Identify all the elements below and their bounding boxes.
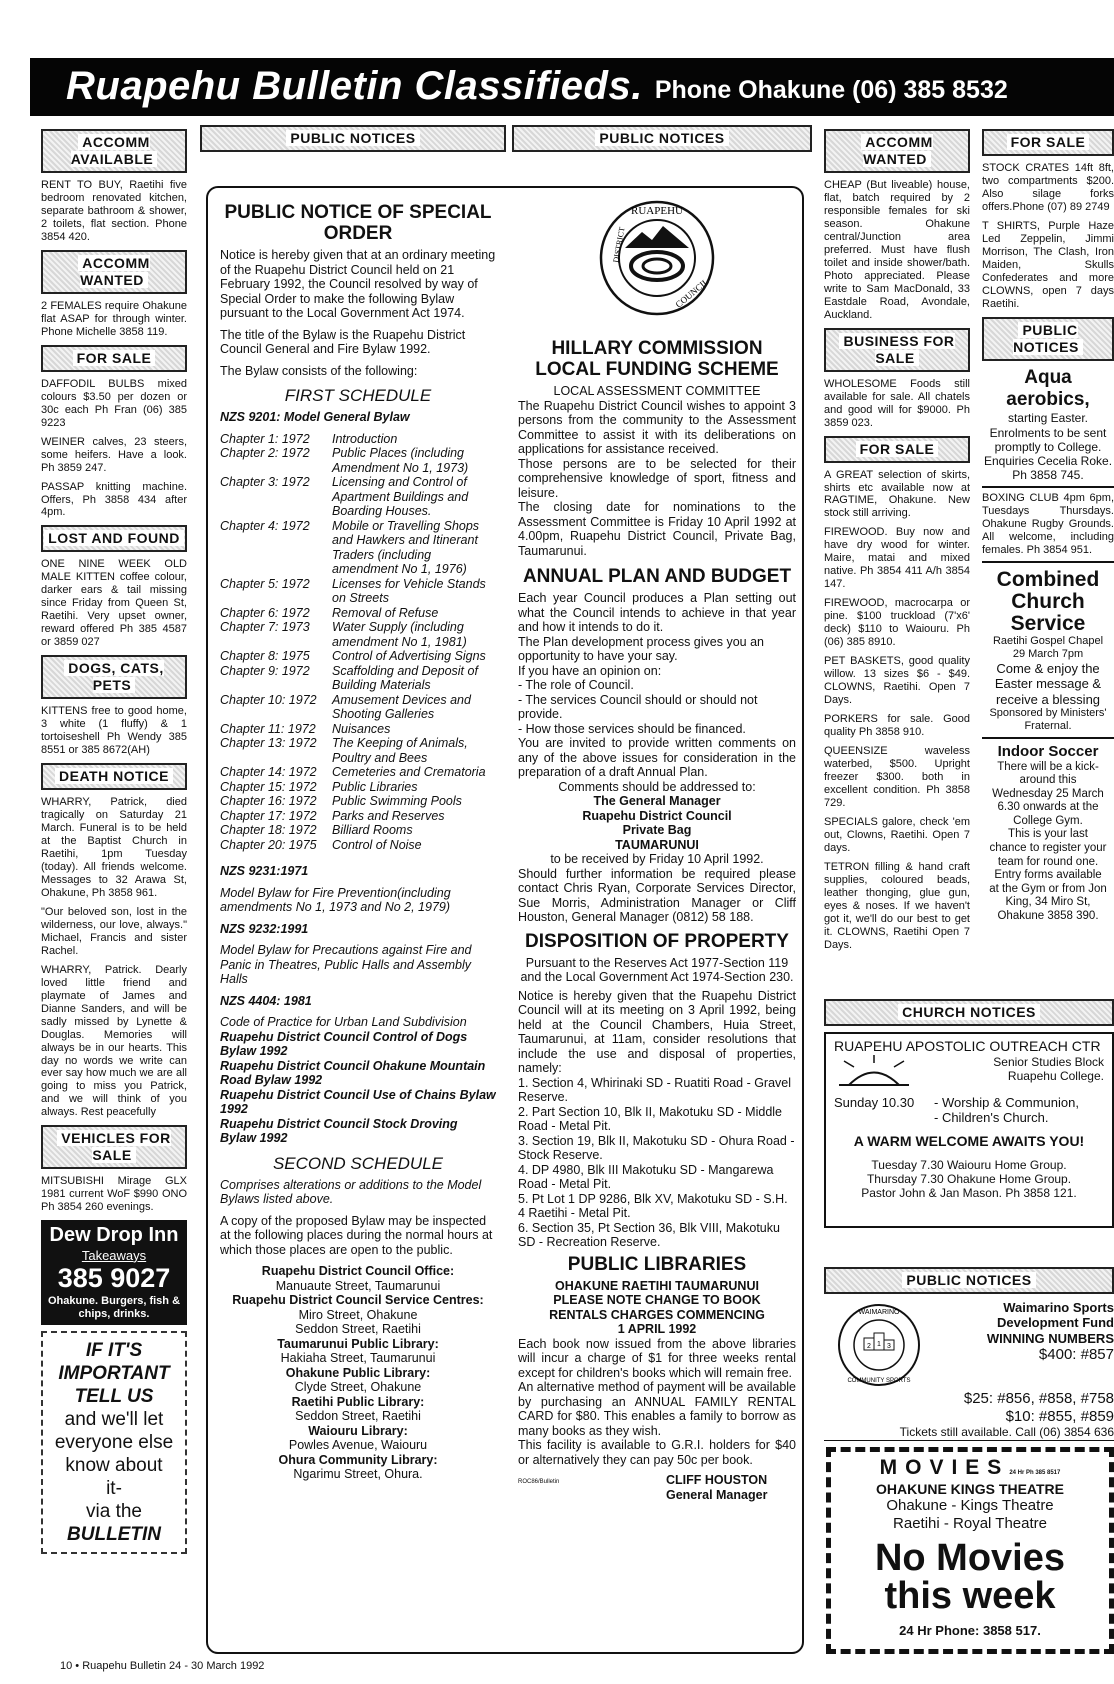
sports-fund-ad — [824, 1300, 1114, 1390]
nzs-title: NZS 9201: Model General Bylaw — [220, 410, 410, 425]
notice-paragraph: to be received by Friday 10 April 1992. — [550, 852, 764, 866]
dewdrop-phone: 385 9027 — [57, 1263, 171, 1294]
chapter-row: Chapter 3: 1972 Licensing and Control of Apartment Buildings and Boarding Houses. — [220, 475, 469, 519]
property-item: 4. DP 4980, Blk III Makotuku SD - Mangarewa Road - Metal Pit. — [518, 1162, 774, 1191]
notice-paragraph: - How those services should be financed. — [518, 721, 746, 736]
place-heading: Ruapehu District Council Service Centres: — [232, 1293, 484, 1308]
classified-ad: DAFFODIL BULBS mixed colours $3.50 per dozen or 30c each Ph Fran (06) 385 9223 — [41, 377, 187, 429]
notice-paragraph: Notice is hereby given that the Ruapehu District Council will at its meeting on 3 April 1992, being held at the Council Chambers, Huia Street, Taumarunui, at 11am, consider resolutions that include the use and disposal of properties, namely: — [518, 988, 796, 1075]
chapter-row: Chapter 17: 1972 Parks and Reserves — [220, 808, 445, 823]
section-header: PUBLIC NOTICES — [512, 125, 812, 152]
notice-paragraph: The Plan development process gives you an opportunity to have your say. — [518, 634, 764, 663]
notice-paragraph: A copy of the proposed Bylaw may be inspected at the following places during the normal hours at which those places are open to the public. — [220, 1213, 493, 1257]
combined-church-ad — [982, 569, 1114, 739]
movies-ad — [826, 1447, 1114, 1654]
aqua-ad — [982, 367, 1114, 489]
chapter-row: Chapter 2: 1972 Public Places (including Amendment No 1, 1973) — [220, 446, 469, 475]
column-4 — [824, 125, 970, 985]
code-item: Ruapehu District Council Stock Droving Bylaw 1992 — [220, 1116, 458, 1146]
section-header: PUBLIC NOTICES — [982, 317, 1114, 361]
chapter-row: Chapter 16: 1972 Public Swimming Pools — [220, 794, 462, 809]
important-line: BULLETIN — [67, 1523, 161, 1545]
movies-phone: 24 Hr Phone: 3858 517. — [899, 1622, 1041, 1638]
church-sunrise-icon — [834, 1055, 914, 1091]
dewdrop-tag: Ohakune. Burgers, fish & chips, drinks. — [47, 1295, 181, 1320]
council-seal-icon — [597, 198, 717, 318]
section-header: VEHICLES FOR SALE — [41, 1125, 187, 1169]
place-heading: Ohakune Public Library: — [285, 1365, 431, 1380]
svg-text:3: 3 — [887, 1343, 891, 1350]
notice-paragraph: Each year Council produces a Plan setting out what the Council intends to achieve in that year and how it intends to do it. — [518, 591, 796, 634]
code-list — [220, 1015, 496, 1146]
section-header: FOR SALE — [824, 436, 970, 463]
chapter-row: Chapter 13: 1972 The Keeping of Animals, Poultry and Bees — [220, 736, 468, 765]
chapter-row: Chapter 10: 1972 Amusement Devices and Shooting Galleries — [220, 692, 471, 722]
section-header: ACCOMM AVAILABLE — [41, 129, 187, 173]
soccer-line: chance to register your — [989, 842, 1107, 855]
lower-public-notices — [824, 1263, 1114, 1443]
important-line: know about — [65, 1454, 163, 1476]
property-item: 6. Section 35, Pt Section 36, Blk VIII, Makotuku SD - Recreation Reserve. — [518, 1220, 780, 1249]
movies-title: MOVIES24 Hr Ph 385 8517 — [879, 1456, 1061, 1479]
movies-big: No Movies — [874, 1536, 1066, 1579]
movies-line: Ohakune - Kings Theatre — [886, 1497, 1054, 1515]
soccer-line: Wednesday 25 March — [992, 787, 1104, 800]
library-subtitle: PLEASE NOTE CHANGE TO BOOK — [553, 1293, 761, 1307]
church-line: Come & enjoy the Easter message & receive a blessing — [994, 661, 1102, 707]
section-header: PUBLIC NOTICES — [824, 1267, 1114, 1294]
address-lead: Comments should be addressed to: — [558, 779, 756, 794]
soccer-ad — [982, 743, 1114, 923]
chapter-row: Chapter 4: 1972 Mobile or Travelling Shops and Hawkers and Itinerant Traders (including amendment No 1, 1976) — [220, 518, 480, 577]
chapter-row: Chapter 5: 1972 Licenses for Vehicle Stands on Streets — [220, 576, 486, 606]
important-line: everyone else — [54, 1431, 174, 1453]
church-sunday: Sunday 10.30 - Worship & Communion, - Children's Church. — [834, 1094, 1079, 1125]
notice-paragraph: Each book now issued from the above libraries will incur a charge of $1 for three weeks rental except for children's books which will remain free. — [518, 1336, 796, 1380]
masthead-phone: Phone Ohakune (06) 385 8532 — [654, 76, 1008, 105]
property-item: 2. Part Section 10, Blk II, Makotuku SD - Middle Road - Metal Pit. — [518, 1104, 783, 1133]
svg-text:2: 2 — [867, 1343, 871, 1350]
chapter-row: Chapter 14: 1972 Cemeteries and Crematoria — [220, 765, 486, 780]
logo-text-left: DISTRICT — [611, 226, 627, 264]
classified-ad: WHARRY, Patrick. Dearly loved little friend and playmate of James and Dianne Sanders, and will be sadly missed by Lynette & Douglas. Memories will always be in our hearts. This day no words we write can ever say how much we are all going to miss you Patrick, and we will think of you always. Rest peacefully — [41, 963, 187, 1119]
classified-ad: FIREWOOD, macrocarpa or pine. $100 truckload (7'x6' deck) $110 to Waiouru. Ph (06) 385 8910. — [824, 597, 970, 649]
signature-title: General Manager — [666, 1487, 768, 1502]
church-notices — [824, 995, 1114, 1245]
code-item: Code of Practice for Urban Land Subdivision — [220, 1015, 467, 1030]
church-line: 29 March 7pm — [1012, 648, 1084, 661]
column-1 — [41, 125, 187, 1655]
soccer-line: There will be a kick-around this — [997, 760, 1099, 787]
svg-text:WAIMARINO: WAIMARINO — [858, 1309, 900, 1316]
address-line: The General Manager — [593, 794, 721, 808]
section-header: FOR SALE — [982, 129, 1114, 156]
church-ad — [824, 1032, 1114, 1228]
classified-ad: "Our beloved son, lost in the wilderness, our love, always." Michael, Francis and sister Rachel. — [41, 905, 187, 957]
district-council-logo — [518, 198, 796, 338]
soccer-line: Entry forms available — [994, 869, 1102, 882]
nzs-title: NZS 4404: 1981 — [220, 993, 312, 1008]
chapter-row: Chapter 11: 1972 Nuisances — [220, 721, 391, 736]
classified-ad: WHARRY, Patrick, died tragically on Saturday 21 March. Funeral is to be held at the Baptist Church in Raetihi, 1pm Tuesday (today). All friends welcome. Messages to 32 Arawa St, Ohakune, Ph 3858 961. — [41, 796, 187, 899]
movies-big: this week — [884, 1574, 1056, 1617]
notice-paragraph: Comprises alterations or additions to the Model Bylaws listed above. — [220, 1177, 482, 1207]
dewdrop-name: Dew Drop Inn — [49, 1224, 179, 1247]
chapter-row: Chapter 8: 1975 Control of Advertising Signs — [220, 649, 486, 664]
svg-text:COMMUNITY SPORTS: COMMUNITY SPORTS — [847, 1378, 911, 1384]
classified-ad: QUEENSIZE waveless waterbed, $500. Upright freezer $300. both in excellent condition. Ph 3858 729. — [824, 744, 970, 809]
soccer-title: Indoor Soccer — [997, 742, 1099, 760]
church-loc: Senior Studies Block Ruapehu College. — [993, 1054, 1104, 1083]
chapter-row: Chapter 18: 1972 Billiard Rooms — [220, 823, 413, 838]
place-address: Seddon Street, Raetihi — [295, 1409, 421, 1424]
svg-text:1: 1 — [877, 1341, 881, 1348]
chapter-row: Chapter 20: 1975 Control of Noise — [220, 837, 422, 852]
column-3 — [518, 198, 796, 1638]
place-address: Clyde Street, Ohakune — [294, 1380, 422, 1395]
classified-ad: WHOLESOME Foods still available for sale. All chatels and good will for $9000. Ph 3859 023. — [824, 377, 970, 429]
important-line: TELL US — [74, 1385, 154, 1407]
church-ad-location — [834, 1055, 1104, 1091]
address-line: Ruapehu District Council — [582, 808, 732, 823]
property-item: 3. Section 19, Blk II, Makotuku SD - Ohura Road - Stock Reserve. — [518, 1133, 795, 1162]
place-address: Manuaute Street, Taumarunui — [275, 1278, 441, 1293]
soccer-line: 6.30 onwards at the — [997, 801, 1099, 814]
aqua-line: Enquiries Cecelia Roke. Ph 3858 745. — [983, 453, 1113, 483]
classified-ad: PASSAP knitting machine. Offers, Ph 3858 434 after 4pm. — [41, 480, 187, 519]
section-header: BUSINESS FOR SALE — [824, 328, 970, 372]
classified-ad: 2 FEMALES require Ohakune flat ASAP for through winter. Phone Michelle 3858 119. — [41, 299, 187, 338]
section-header: DOGS, CATS, PETS — [41, 655, 187, 699]
classified-ad: TETRON filling & hand craft supplies, coloured beads, leather thonging, glue gun, eyes & noses. If we haven't got it, we'll do our best to get it. CLOWNS, Raetihi Open 7 Days. — [824, 860, 970, 951]
code-item: Ruapehu District Council Control of Dogs Bylaw 1992 — [220, 1029, 468, 1059]
place-address: Powles Avenue, Waiouru — [288, 1438, 428, 1453]
dewdrop-sub: Takeaways — [81, 1247, 147, 1263]
sports-tickets: Tickets still available. Call (06) 3854 636 — [824, 1425, 1114, 1440]
notice-paragraph: The closing date for nominations to the Assessment Committee is Friday 10 April 1992 at 4.00pm, Ruapehu District Council, Private Bag, Taumarunui. — [518, 500, 796, 558]
notice-paragraph: Those persons are to be selected for their comprehensive knowledge of sport, fitness and leisure. — [518, 456, 796, 500]
classified-ad: WEINER calves, 23 steers, some heifers. Have a look. Ph 3859 247. — [41, 435, 187, 474]
place-heading: Ruapehu District Council Office: — [261, 1264, 455, 1279]
signature — [666, 1473, 796, 1502]
page-footer: 10 • Ruapehu Bulletin 24 - 30 March 1992 — [60, 1660, 265, 1672]
aqua-line: starting Easter. — [1007, 411, 1089, 426]
classified-ad: STOCK CRATES 14ft 8ft, two compartments $200. Also silage forks offers.Phone (07) 89 2749 — [982, 162, 1114, 213]
place-address: Seddon Street, Raetihi — [295, 1322, 421, 1337]
notice-paragraph: You are invited to provide written comments on any of the above issues for consideration in the preparation of a draft Annual Plan. — [518, 736, 796, 779]
boxing-ad: BOXING CLUB 4pm 6pm, Tuesdays Thursdays. Ohakune Rugby Grounds. All welcome, including females. Ph 3854 951. — [982, 492, 1114, 563]
important-line: IF IT'S — [85, 1339, 143, 1361]
nzs-desc: Model Bylaw for Fire Prevention(including amendments No 1, 1973 and No 2, 1979) — [220, 885, 451, 915]
masthead-title: Ruapehu Bulletin Classifieds. — [66, 64, 643, 109]
section-header: PUBLIC NOTICES — [200, 125, 506, 152]
chapter-row: Chapter 7: 1973 Water Supply (including amendment No 1, 1981) — [220, 620, 467, 649]
chapter-list — [220, 432, 496, 853]
classified-ad: CHEAP (But liveable) house, flat, batch required by 2 responsible females for ski season. Ohakune central/Junction area preferred. Must have flush toilet and inside shower/bath. Photo appreciated. Please write to Sam MacDonald, 33 Eastdale Road, Avondale, Auckland. — [824, 179, 970, 321]
library-subtitle: OHAKUNE RAETIHI TAUMARUNUI — [555, 1278, 759, 1293]
movies-line: Raetihi - Royal Theatre — [893, 1514, 1047, 1532]
important-line: IMPORTANT — [58, 1362, 170, 1384]
chapter-row: Chapter 15: 1972 Public Libraries — [220, 779, 418, 794]
classified-ad: ONE NINE WEEK OLD MALE KITTEN coffee colour, darker ears & tail missing since Friday from Queen St, Raetihi. Very upset owner, reward offered Ph 385 4587 or 3859 027 — [41, 558, 187, 649]
notice-paragraph: The Bylaw consists of the following: — [220, 363, 418, 378]
sports-numbers: $25: #856, #858, #758 $10: #855, #859 — [963, 1390, 1114, 1425]
property-item: 1. Section 4, Whirinaki SD - Ruatiti Road - Gravel Reserve. — [518, 1075, 792, 1104]
important-line: it- — [106, 1477, 122, 1499]
notice-paragraph: - The role of Council. — [518, 678, 634, 692]
code-item: Ruapehu District Council Use of Chains Bylaw 1992 — [220, 1087, 496, 1117]
classified-ad: FIREWOOD. Buy now and have dry wood for winter. Maire, matai and mixed native. Ph 3854 411 A/h 3854 147. — [824, 526, 970, 591]
code-item: Ruapehu District Council Ohakune Mountain Road Bylaw 1992 — [220, 1058, 486, 1088]
important-line: via the — [86, 1500, 142, 1522]
property-item: 5. Pt Lot 1 DP 9286, Blk XV, Makotuku SD - S.H. 4 Raetihi - Metal Pit. — [518, 1191, 788, 1220]
chapter-row: Chapter 1: 1972 Introduction — [220, 431, 398, 446]
soccer-line: College Gym. — [1013, 814, 1083, 827]
notice-paragraph: Notice is hereby given that at an ordinary meeting of the Ruapehu District Council held on 21 February 1992, the Council resolved by way of Special Order to make the following Bylaw pursuant to the Local Government Act 1974. — [220, 248, 496, 320]
nzs-title: NZS 9232:1991 — [220, 921, 309, 936]
place-heading: Taumarunui Public Library: — [277, 1336, 439, 1351]
notice-title: PUBLIC NOTICE OF SPECIAL ORDER — [224, 202, 492, 244]
address-line: TAUMARUNUI — [615, 837, 699, 852]
section-header: FOR SALE — [41, 345, 187, 372]
notice-paragraph: The Ruapehu District Council wishes to appoint 3 persons from the community to the Assessment Committee to assist it with its deliberations on applications for assistance received. — [518, 398, 796, 456]
notice-paragraph: - The services Council should or should not provide. — [518, 692, 758, 721]
places-list — [220, 1264, 496, 1482]
notice-paragraph: Should further information be required please contact Chris Ryan, Corporate Services Director, Sue Morris, Administration Manager or Cliff Houston, General Manager (0812) 58 188. — [518, 866, 796, 924]
notice-paragraph: The title of the Bylaw is the Ruapehu District Council General and Fire Bylaw 1992. — [220, 327, 466, 356]
column-2 — [220, 198, 496, 1638]
schedule-title: FIRST SCHEDULE — [284, 386, 432, 405]
place-heading: Waiouru Library: — [308, 1423, 408, 1438]
signature-block — [518, 1473, 796, 1502]
section-header: ACCOMM WANTED — [824, 129, 970, 173]
classified-ad: MITSUBISHI Mirage GLX 1981 current WoF $990 ONO Ph 3854 260 evenings. — [41, 1175, 187, 1214]
chapter-row: Chapter 6: 1972 Removal of Refuse — [220, 605, 439, 620]
church-welcome: A WARM WELCOME AWAITS YOU! — [853, 1133, 1085, 1150]
place-address: Hakiaha Street, Taumarunui — [280, 1351, 436, 1366]
soccer-line: Ohakune 3858 390. — [997, 909, 1099, 922]
masthead — [30, 58, 1114, 116]
notice-paragraph: An alternative method of payment will be available by purchasing an ANNUAL FAMILY RENTAL CARD for $80. This enables a family to borrow as many books as they wish. — [518, 1380, 796, 1438]
classified-ad: RENT TO BUY, Raetihi five bedroom renovated kitchen, separate bathroom & shower, 2 toilets, flat section. Phone 3854 420. — [41, 179, 187, 243]
place-address: Ngarimu Street, Ohura. — [293, 1467, 423, 1482]
section-header: DEATH NOTICE — [41, 763, 187, 790]
section-header: CHURCH NOTICES — [824, 999, 1114, 1026]
sports-logo-icon — [824, 1300, 934, 1390]
aqua-line: Enrolments to be sent promptly to College. — [989, 425, 1107, 454]
section-header: ACCOMM WANTED — [41, 250, 187, 294]
notice-subtitle: LOCAL ASSESSMENT COMMITTEE — [553, 384, 761, 398]
sports-fund-title: Waimarino Sports Development Fund WINNING NUMBERS $400: #857 — [986, 1300, 1114, 1363]
signature-name: CLIFF HOUSTON — [666, 1473, 768, 1487]
classified-ad: PET BASKETS, good quality willow. 13 sizes $6 - $49. CLOWNS, Raetihi. Open 7 Days. — [824, 655, 970, 707]
notice-title: ANNUAL PLAN AND BUDGET — [522, 566, 792, 587]
library-subtitle: 1 APRIL 1992 — [617, 1322, 697, 1336]
nzs-title: NZS 9231:1971 — [220, 864, 309, 879]
library-subtitle: RENTALS CHARGES COMMENCING — [549, 1307, 765, 1322]
place-address: Miro Street, Ohakune — [298, 1307, 418, 1322]
logo-text-right: COUNCIL — [673, 276, 711, 310]
soccer-line: This is your last — [1008, 828, 1088, 841]
signature-code: ROC86/Bulletin — [518, 1479, 560, 1485]
notice-title: PUBLIC LIBRARIES — [567, 1253, 747, 1275]
schedule-title: SECOND SCHEDULE — [272, 1153, 444, 1173]
church-times: Tuesday 7.30 Waiouru Home Group. Thursday 7.30 Ohakune Home Group. Pastor John & Jan Mason. Ph 3858 121. — [861, 1157, 1077, 1200]
church-line: Raetihi Gospel Chapel — [992, 635, 1104, 648]
classified-ad: A GREAT selection of skirts, shirts etc available now at RAGTIME, Ohakune. New stock still arriving. — [824, 468, 970, 520]
address-line: Private Bag — [622, 823, 692, 837]
dewdrop-ad — [41, 1220, 187, 1325]
soccer-line: at the Gym or from Jon — [989, 882, 1107, 895]
classified-ad: T SHIRTS, Purple Haze Led Zeppelin, Jimmi Morrison, The Clash, Iron Maiden, Skulls Confederates and more CLOWNS, open 7 days Raetihi. — [982, 219, 1114, 310]
chapter-row: Chapter 9: 1972 Scaffolding and Deposit of Building Materials — [220, 663, 478, 693]
notice-paragraph: If you have an opinion on: — [518, 663, 662, 678]
soccer-line: King, 34 Miro St, — [1005, 896, 1091, 909]
logo-text-top: RUAPEHU — [631, 205, 683, 217]
place-heading: Raetihi Public Library: — [291, 1394, 425, 1409]
nzs-desc: Model Bylaw for Precautions against Fire and Panic in Theatres, Public Halls and Assembly Halls — [220, 943, 472, 987]
important-line: and we'll let — [64, 1408, 164, 1430]
important-ad — [41, 1331, 187, 1554]
place-heading: Ohura Community Library: — [278, 1452, 438, 1467]
soccer-line: team for round one. — [997, 855, 1099, 868]
column-5 — [982, 125, 1114, 985]
church-title: Combined Church Service — [996, 568, 1100, 636]
classified-ad: KITTENS free to good home, 3 white (1 fluffy) & 1 tortoiseshell Ph Wendy 385 8551 or 385 8672(AH) — [41, 705, 187, 757]
aqua-title: Aqua aerobics, — [1006, 366, 1090, 411]
church-ad-title: RUAPEHU APOSTOLIC OUTREACH CTR — [834, 1038, 1101, 1054]
movies-small-phone: 24 Hr Ph 385 8517 — [1009, 1470, 1061, 1476]
notice-title: DISPOSITION OF PROPERTY — [525, 930, 789, 952]
church-line: Sponsored by Ministers' Fraternal. — [989, 707, 1107, 732]
notice-paragraph: This facility is available to G.R.I. holders for $40 or alternatively they can pay 50c per book. — [518, 1438, 796, 1467]
notice-title: HILLARY COMMISSION LOCAL FUNDING SCHEME — [535, 338, 779, 380]
movies-theatre: OHAKUNE KINGS THEATRE — [876, 1480, 1064, 1497]
section-header: LOST AND FOUND — [41, 525, 187, 552]
classified-ad: PORKERS for sale. Good quality Ph 3858 910. — [824, 713, 970, 738]
classified-ad: SPECIALS galore, check 'em out, Clowns, Raetihi. Open 7 days. — [824, 815, 970, 854]
notice-subtitle: Pursuant to the Reserves Act 1977-Section 119 and the Local Government Act 1974-Section 230. — [520, 955, 794, 984]
